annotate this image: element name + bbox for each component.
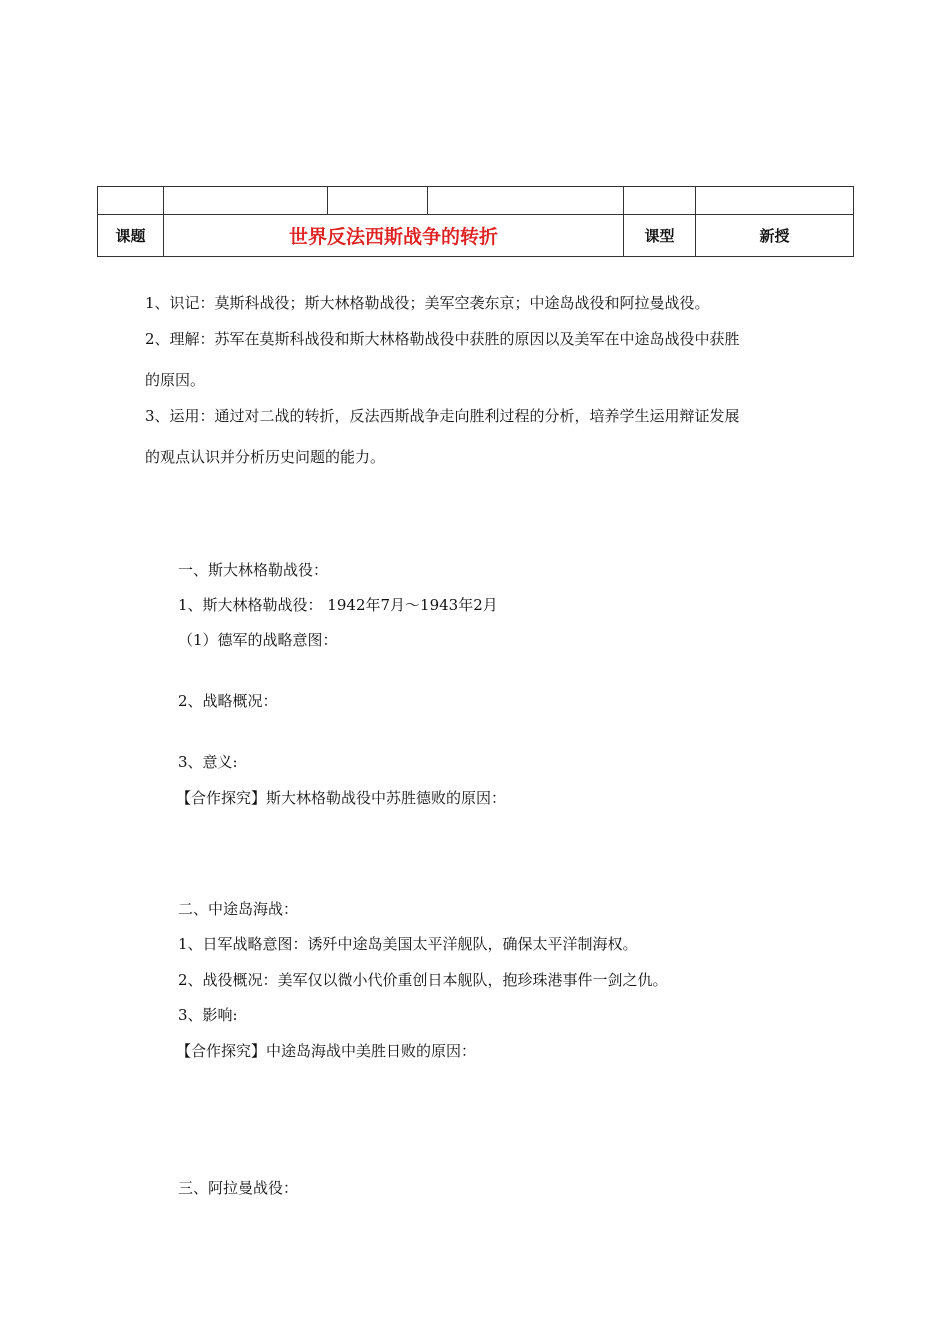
- section-heading: 三、阿拉曼战役：: [178, 1179, 299, 1197]
- section-heading: 二、中途岛海战：: [178, 900, 299, 918]
- section-item: 2、战役概况：美军仅以微小代价重创日本舰队，抱珍珠港事件一剑之仇。: [178, 971, 668, 989]
- type-value: 新授: [696, 215, 854, 257]
- table-row: [98, 187, 854, 215]
- table-cell: [696, 187, 854, 215]
- topic-label: 课题: [98, 215, 164, 257]
- section-item: 2、战略概况：: [178, 692, 278, 710]
- objective-line: 的观点认识并分析历史问题的能力。: [145, 448, 386, 466]
- explore-prompt: 【合作探究】中途岛海战中美胜日败的原因：: [176, 1042, 477, 1060]
- lesson-info-table: [97, 186, 854, 257]
- section-item: 3、影响:: [178, 1006, 238, 1024]
- table-cell: [624, 187, 696, 215]
- table-cell: [328, 187, 428, 215]
- table-cell: [428, 187, 624, 215]
- objective-line: 3、运用：通过对二战的转折，反法西斯战争走向胜利过程的分析，培养学生运用辩证发展: [145, 407, 740, 425]
- type-label: 课型: [624, 215, 696, 257]
- table-cell: [98, 187, 164, 215]
- section-item: 1、日军战略意图：诱歼中途岛美国太平洋舰队，确保太平洋制海权。: [178, 935, 638, 953]
- objective-line: 1、识记：莫斯科战役；斯大林格勒战役；美军空袭东京；中途岛战役和阿拉曼战役。: [145, 294, 710, 312]
- section-subitem: （1）德军的战略意图：: [178, 631, 338, 649]
- lesson-title: 世界反法西斯战争的转折: [164, 215, 624, 257]
- section-heading: 一、斯大林格勒战役：: [178, 561, 329, 579]
- table-row: [98, 215, 854, 257]
- objective-line: 2、理解：苏军在莫斯科战役和斯大林格勒战役中获胜的原因以及美军在中途岛战役中获胜: [145, 330, 740, 348]
- section-item: 3、意义:: [178, 753, 238, 771]
- section-item: 1、斯大林格勒战役： 1942年7月～1943年2月: [178, 596, 498, 614]
- table-cell: [164, 187, 328, 215]
- explore-prompt: 【合作探究】斯大林格勒战役中苏胜德败的原因：: [176, 789, 507, 807]
- objective-line: 的原因。: [145, 371, 206, 389]
